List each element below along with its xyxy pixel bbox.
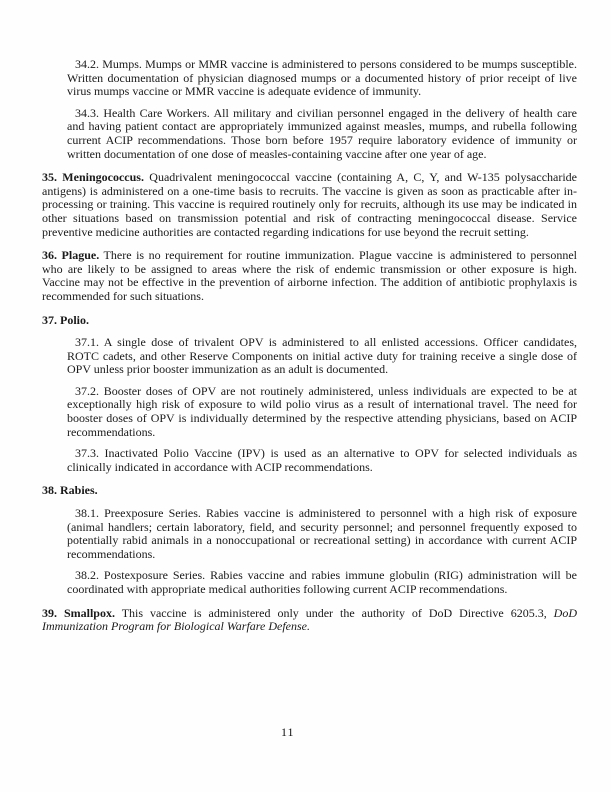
paragraph-37-3: 37.3. Inactivated Polio Vaccine (IPV) is used as an alternative to OPV for selected individuals as clinically indicated in accordance with ACIP recommendations. xyxy=(67,446,577,474)
paragraph-35-meningococcus xyxy=(42,171,577,239)
section-heading-37-label: 37. Polio. xyxy=(42,312,89,327)
section-heading-38-label: 38. Rabies. xyxy=(42,483,98,498)
paragraph-39-body: This vaccine is administered only under the authority of DoD Directive 6205.3, xyxy=(114,605,554,620)
section-heading-38-rabies xyxy=(42,484,577,498)
paragraph-34-2: 34.2. Mumps. Mumps or MMR vaccine is administered to persons considered to be mumps susceptible. Written documentation of physician diagnosed mumps or a documented history of prior receipt of live virus mumps vaccine or MMR vaccine is adequate evidence of immunity. xyxy=(67,57,577,99)
paragraph-39-directive-title: DoD Immunization Program for Biological Warfare Defense. xyxy=(42,605,577,634)
paragraph-39-label: 39. Smallpox. xyxy=(42,605,115,620)
text-column xyxy=(42,58,577,634)
paragraph-36-body: There is no requirement for routine immunization. Plague vaccine is administered to personnel who are likely to be assigned to areas where the risk of endemic transmission or other exposure is high. Vaccine may not be effective in the prevention of airborne infection. The addition of antibiotic prophylaxis is recommended for such situations. xyxy=(42,248,577,303)
paragraph-36-plague xyxy=(42,249,577,303)
paragraph-39-smallpox xyxy=(42,607,577,634)
paragraph-34-3: 34.3. Health Care Workers. All military and civilian personnel engaged in the delivery of health care and having patient contact are appropriately immunized against measles, mumps, and rubella following current ACIP recommendations. Those born before 1957 require laboratory evidence of immunity or written documentation of one dose of measles-containing vaccine after one year of age. xyxy=(67,105,577,161)
paragraph-37-2: 37.2. Booster doses of OPV are not routinely administered, unless individuals are expected to be at exceptionally high risk of exposure to wild polio virus as a result of international travel. The need for booster doses of OPV is individually determined by the respective attending physicians, based on ACIP recommendations. xyxy=(67,383,577,439)
section-heading-37-polio xyxy=(42,314,577,328)
paragraph-37-1: 37.1. A single dose of trivalent OPV is administered to all enlisted accessions. Officer candidates, ROTC cadets, and other Reserve Components on initial active duty for training receive a single dose of OPV unless prior booster immunization as an adult is documented. xyxy=(67,335,577,377)
paragraph-38-1: 38.1. Preexposure Series. Rabies vaccine is administered to personnel with a high risk of exposure (animal handlers; certain laboratory, field, and security personnel; and personnel frequently exposed to potentially rabid animals in a nonoccupational or recreational setting) in accordance with current ACIP recommendations. xyxy=(67,506,577,561)
paragraph-35-body: Quadrivalent meningococcal vaccine (containing A, C, Y, and W-135 polysaccharide antigens) is administered on a one-time basis to recruits. The vaccine is given as soon as practicable after in-processing or training. This vaccine is required routinely only for recruits, although its use may be indicated in other situations based on transmission potential and risk of contracting meningococcal disease. Service preventive medicine authorities are contacted regarding indications for use beyond the recruit setting. xyxy=(42,170,578,239)
paragraph-38-2: 38.2. Postexposure Series. Rabies vaccine and rabies immune globulin (RIG) administration will be coordinated with appropriate medical authorities following current ACIP recommendations. xyxy=(67,568,577,596)
page-number: 11 xyxy=(281,725,295,739)
paragraph-36-label: 36. Plague. xyxy=(42,248,100,263)
paragraph-35-label: 35. Meningococcus. xyxy=(42,170,144,185)
